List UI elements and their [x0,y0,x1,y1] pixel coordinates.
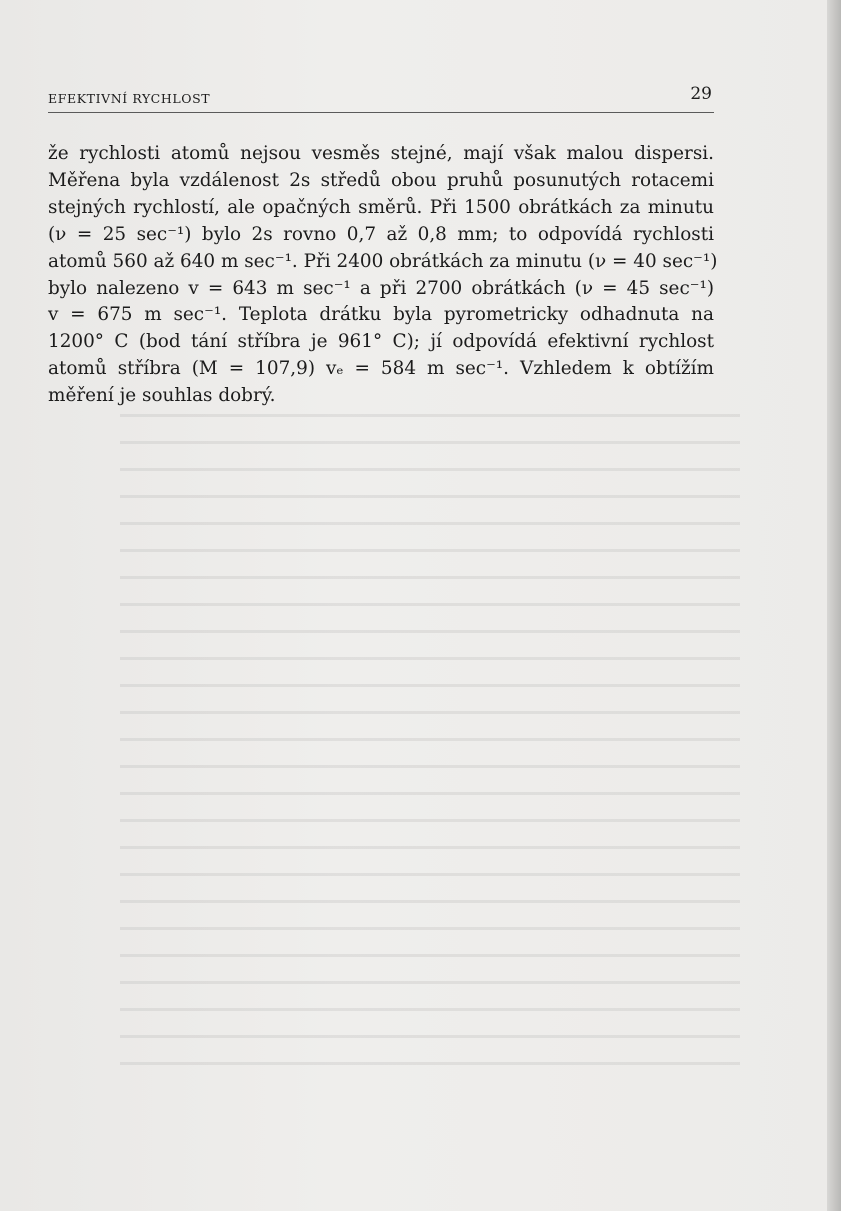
text-line: atomů stříbra (M = 107,9) vₑ = 584 m sec⁻¹. Vzhledem k obtížím [48,358,714,380]
text-line: v = 675 m sec⁻¹. Teplota drátku byla pyrometricky odhadnuta na [48,304,714,326]
page-header [48,84,714,113]
text-line: Měřena byla vzdálenost 2s středů obou pruhů posunutých rotacemi [48,169,714,191]
page-number: 29 [690,84,712,104]
text-line: (ν = 25 sec⁻¹) bylo 2s rovno 0,7 až 0,8 mm; to odpovídá rychlosti [48,223,714,245]
text-line: atomů 560 až 640 m sec⁻¹. Při 2400 obrátkách za minutu (ν = 40 sec⁻¹) [48,250,718,272]
text-line: bylo nalezeno v = 643 m sec⁻¹ a při 2700 obrátkách (ν = 45 sec⁻¹) [48,277,714,299]
running-head: EFEKTIVNÍ RYCHLOST [48,91,211,106]
page-edge-shadow [827,0,841,1211]
text-line: měření je souhlas dobrý. [48,385,276,407]
body-paragraph [48,141,718,410]
bleed-through-texture [120,400,740,1080]
text-line: 1200° C (bod tání stříbra je 961° C); jí odpovídá efektivní rychlost [48,331,714,353]
text-line: stejných rychlostí, ale opačných směrů. Při 1500 obrátkách za minutu [48,196,714,218]
text-line: že rychlosti atomů nejsou vesměs stejné, mají však malou dispersi. [48,143,714,164]
